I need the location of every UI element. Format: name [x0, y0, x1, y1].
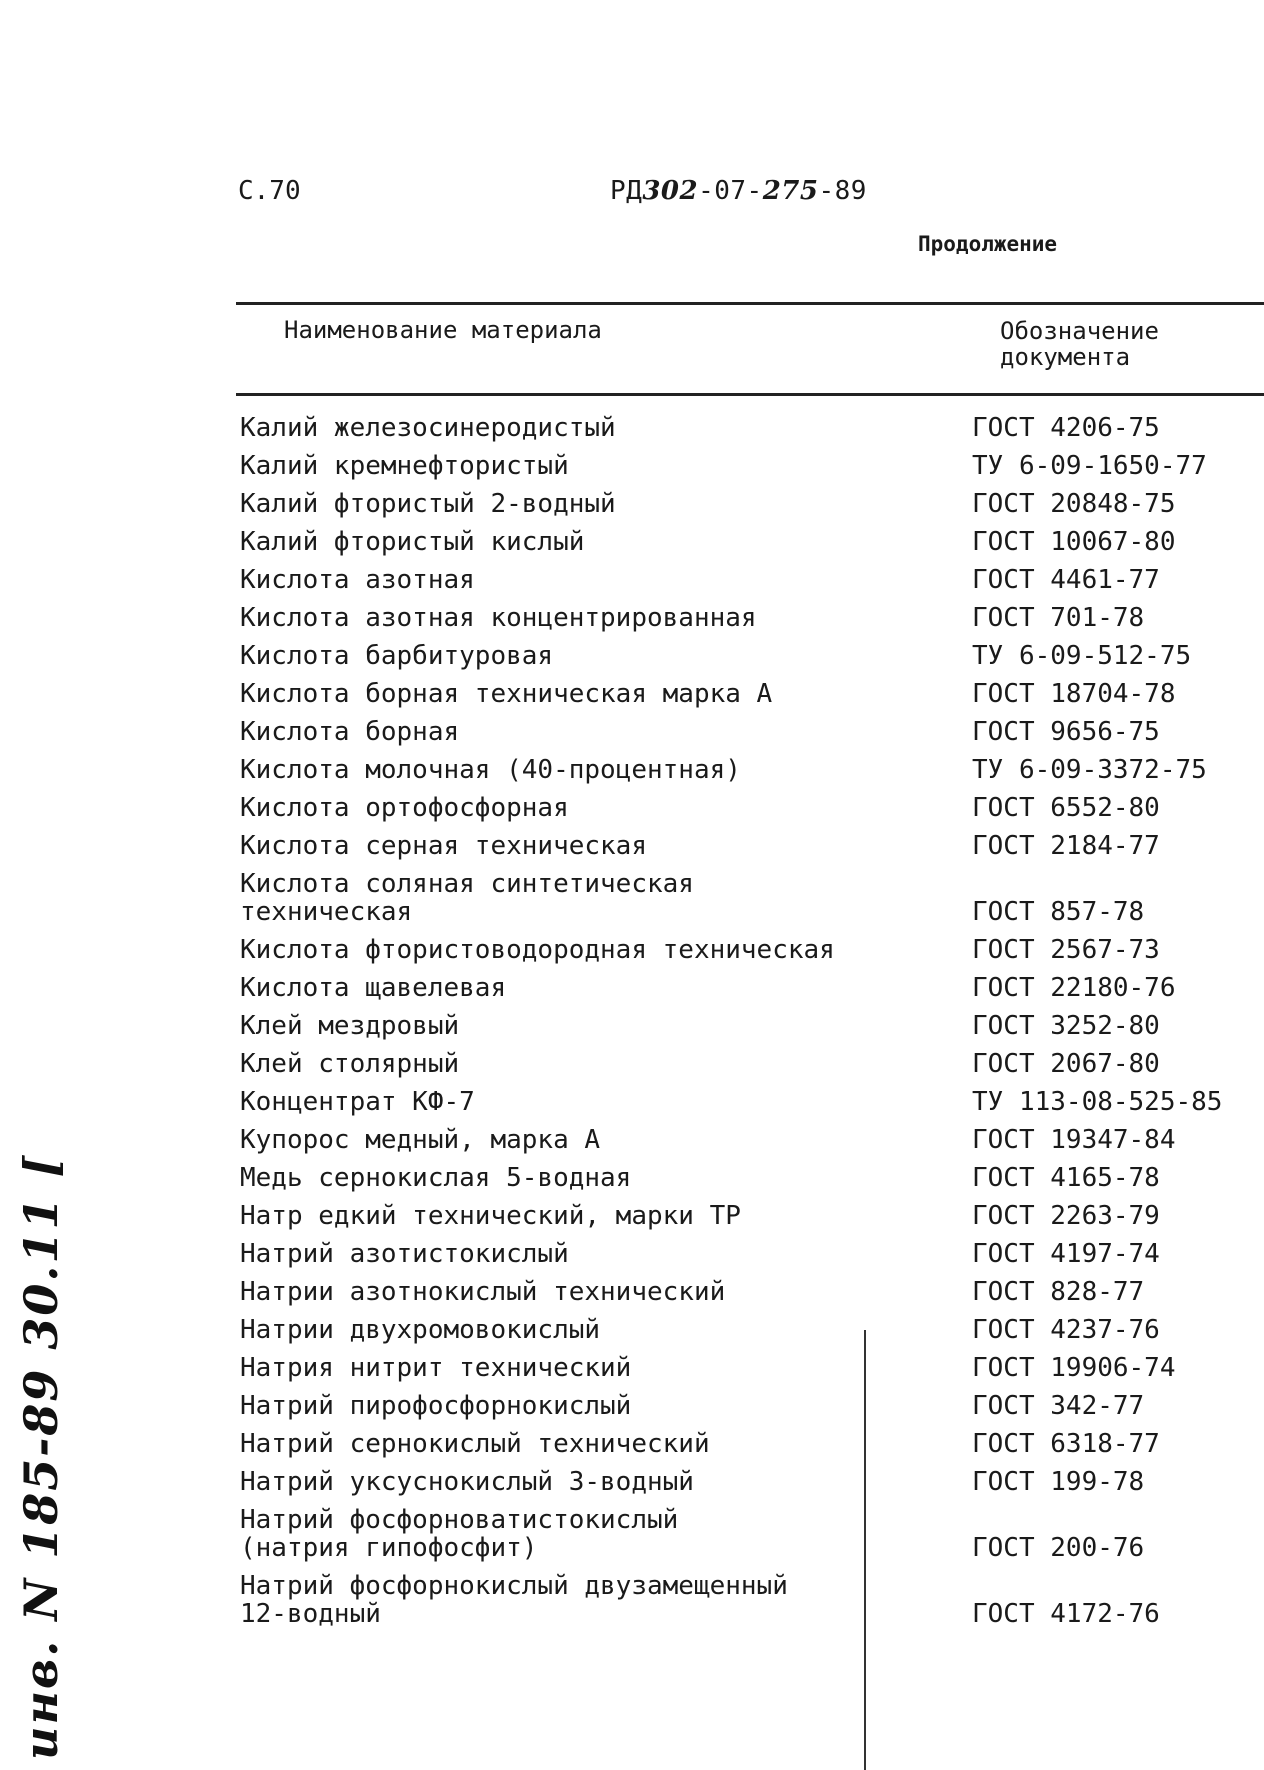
document-designation: ГОСТ 701-78 — [972, 603, 1145, 633]
document-designation: ГОСТ 19347-84 — [972, 1125, 1176, 1155]
document-designation: ГОСТ 4461-77 — [972, 565, 1160, 595]
column-header-material: Наименование материала — [284, 316, 602, 344]
material-name: Натрий фосфорнокислый двузамещенный 12-водный — [240, 1571, 788, 1629]
column-header-document-line2: документа — [1000, 343, 1131, 371]
document-designation: ГОСТ 6552-80 — [972, 793, 1160, 823]
column-divider-line — [864, 1330, 866, 1770]
document-designation: ГОСТ 2567-73 — [972, 935, 1160, 965]
document-designation: ГОСТ 19906-74 — [972, 1353, 1176, 1383]
document-designation: ГОСТ 200-76 — [972, 1533, 1145, 1563]
table-row — [236, 870, 1256, 936]
material-name: Натрии двухромовокислый — [240, 1315, 601, 1345]
material-name: Кислота щавелевая — [240, 973, 507, 1003]
doc-code-handwritten-2: 275 — [762, 176, 819, 206]
column-header-document — [1000, 318, 1159, 370]
table-row — [236, 1354, 1256, 1392]
continuation-label: Продолжение — [918, 232, 1058, 256]
table-row — [236, 1392, 1256, 1430]
document-designation: ГОСТ 4172-76 — [972, 1599, 1160, 1629]
table-row — [236, 718, 1256, 756]
document-code — [610, 176, 867, 206]
material-name: Кислота соляная синтетическая техническая — [240, 869, 694, 927]
material-name: Клей мездровый — [240, 1011, 460, 1041]
table-row — [236, 680, 1256, 718]
document-designation: ГОСТ 828-77 — [972, 1277, 1145, 1307]
document-designation: ГОСТ 4237-76 — [972, 1315, 1160, 1345]
document-designation: ГОСТ 22180-76 — [972, 973, 1176, 1003]
table-row — [236, 642, 1256, 680]
material-name: Натрий уксуснокислый 3-водный — [240, 1467, 694, 1497]
material-name: Натрий пирофосфорнокислый — [240, 1391, 632, 1421]
document-designation: ГОСТ 2263-79 — [972, 1201, 1160, 1231]
material-name: Кислота борная техническая марка А — [240, 679, 773, 709]
margin-inventory-stamp: инв. N 185-89 30.11 [ — [14, 1153, 68, 1760]
material-name: Калий фтористый кислый — [240, 527, 585, 557]
document-designation: ГОСТ 4165-78 — [972, 1163, 1160, 1193]
doc-code-suffix: -89 — [818, 176, 867, 206]
material-name: Кислота борная — [240, 717, 460, 747]
table-row — [236, 936, 1256, 974]
table-row — [236, 1468, 1256, 1506]
doc-code-mid: -07- — [698, 176, 763, 206]
material-name: Кислота серная техническая — [240, 831, 647, 861]
table-row — [236, 794, 1256, 832]
table-row — [236, 1430, 1256, 1468]
material-name: Кислота азотная — [240, 565, 475, 595]
material-name: Купорос медный, марка А — [240, 1125, 601, 1155]
table-header-rule — [236, 393, 1264, 396]
table-row — [236, 1050, 1256, 1088]
table-row — [236, 1278, 1256, 1316]
material-name: Кислота фтористоводородная техническая — [240, 935, 835, 965]
material-name: Калий железосинеродистый — [240, 413, 616, 443]
table-row — [236, 974, 1256, 1012]
material-name: Кислота барбитуровая — [240, 641, 554, 671]
table-row — [236, 528, 1256, 566]
material-name: Кислота ортофосфорная — [240, 793, 569, 823]
table-row — [236, 566, 1256, 604]
materials-table — [236, 414, 1256, 1638]
document-designation: ГОСТ 3252-80 — [972, 1011, 1160, 1041]
material-name: Кислота азотная концентрированная — [240, 603, 757, 633]
table-row — [236, 832, 1256, 870]
material-name: Калий кремнефтористый — [240, 451, 569, 481]
material-name: Калий фтористый 2-водный — [240, 489, 616, 519]
document-designation: ГОСТ 9656-75 — [972, 717, 1160, 747]
table-row — [236, 604, 1256, 642]
table-row — [236, 1164, 1256, 1202]
document-designation: ГОСТ 6318-77 — [972, 1429, 1160, 1459]
table-row — [236, 756, 1256, 794]
table-row — [236, 452, 1256, 490]
document-designation: ГОСТ 18704-78 — [972, 679, 1176, 709]
table-row — [236, 1126, 1256, 1164]
material-name: Кислота молочная (40-процентная) — [240, 755, 741, 785]
table-row — [236, 1202, 1256, 1240]
material-name: Натрий фосфорноватистокислый (натрия гипофосфит) — [240, 1505, 679, 1563]
material-name: Натрий азотистокислый — [240, 1239, 569, 1269]
table-row — [236, 490, 1256, 528]
material-name: Натрий сернокислый технический — [240, 1429, 710, 1459]
material-name: Натрия нитрит технический — [240, 1353, 632, 1383]
document-designation: ТУ 6-09-3372-75 — [972, 755, 1207, 785]
document-designation: ГОСТ 2067-80 — [972, 1049, 1160, 1079]
doc-code-prefix: РД — [610, 176, 643, 206]
document-designation: ГОСТ 4197-74 — [972, 1239, 1160, 1269]
document-designation: ГОСТ 342-77 — [972, 1391, 1145, 1421]
doc-code-handwritten-1: 302 — [642, 176, 699, 206]
document-designation: ГОСТ 857-78 — [972, 897, 1145, 927]
table-row — [236, 1012, 1256, 1050]
material-name: Концентрат КФ-7 — [240, 1087, 475, 1117]
table-row — [236, 1572, 1256, 1638]
table-row — [236, 1240, 1256, 1278]
table-top-rule — [236, 302, 1264, 305]
material-name: Натрии азотнокислый технический — [240, 1277, 726, 1307]
page-number: С.70 — [238, 176, 301, 206]
material-name: Клей столярный — [240, 1049, 460, 1079]
material-name: Медь сернокислая 5-водная — [240, 1163, 632, 1193]
table-row — [236, 414, 1256, 452]
table-row — [236, 1506, 1256, 1572]
table-row — [236, 1316, 1256, 1354]
document-designation: ГОСТ 2184-77 — [972, 831, 1160, 861]
document-designation: ТУ 6-09-512-75 — [972, 641, 1192, 671]
material-name: Натр едкий технический, марки ТР — [240, 1201, 741, 1231]
document-designation: ГОСТ 10067-80 — [972, 527, 1176, 557]
document-designation: ГОСТ 4206-75 — [972, 413, 1160, 443]
document-designation: ГОСТ 199-78 — [972, 1467, 1145, 1497]
document-designation: ТУ 6-09-1650-77 — [972, 451, 1207, 481]
document-designation: ТУ 113-08-525-85 — [972, 1087, 1223, 1117]
column-header-document-line1: Обозначение — [1000, 317, 1159, 345]
table-row — [236, 1088, 1256, 1126]
document-designation: ГОСТ 20848-75 — [972, 489, 1176, 519]
